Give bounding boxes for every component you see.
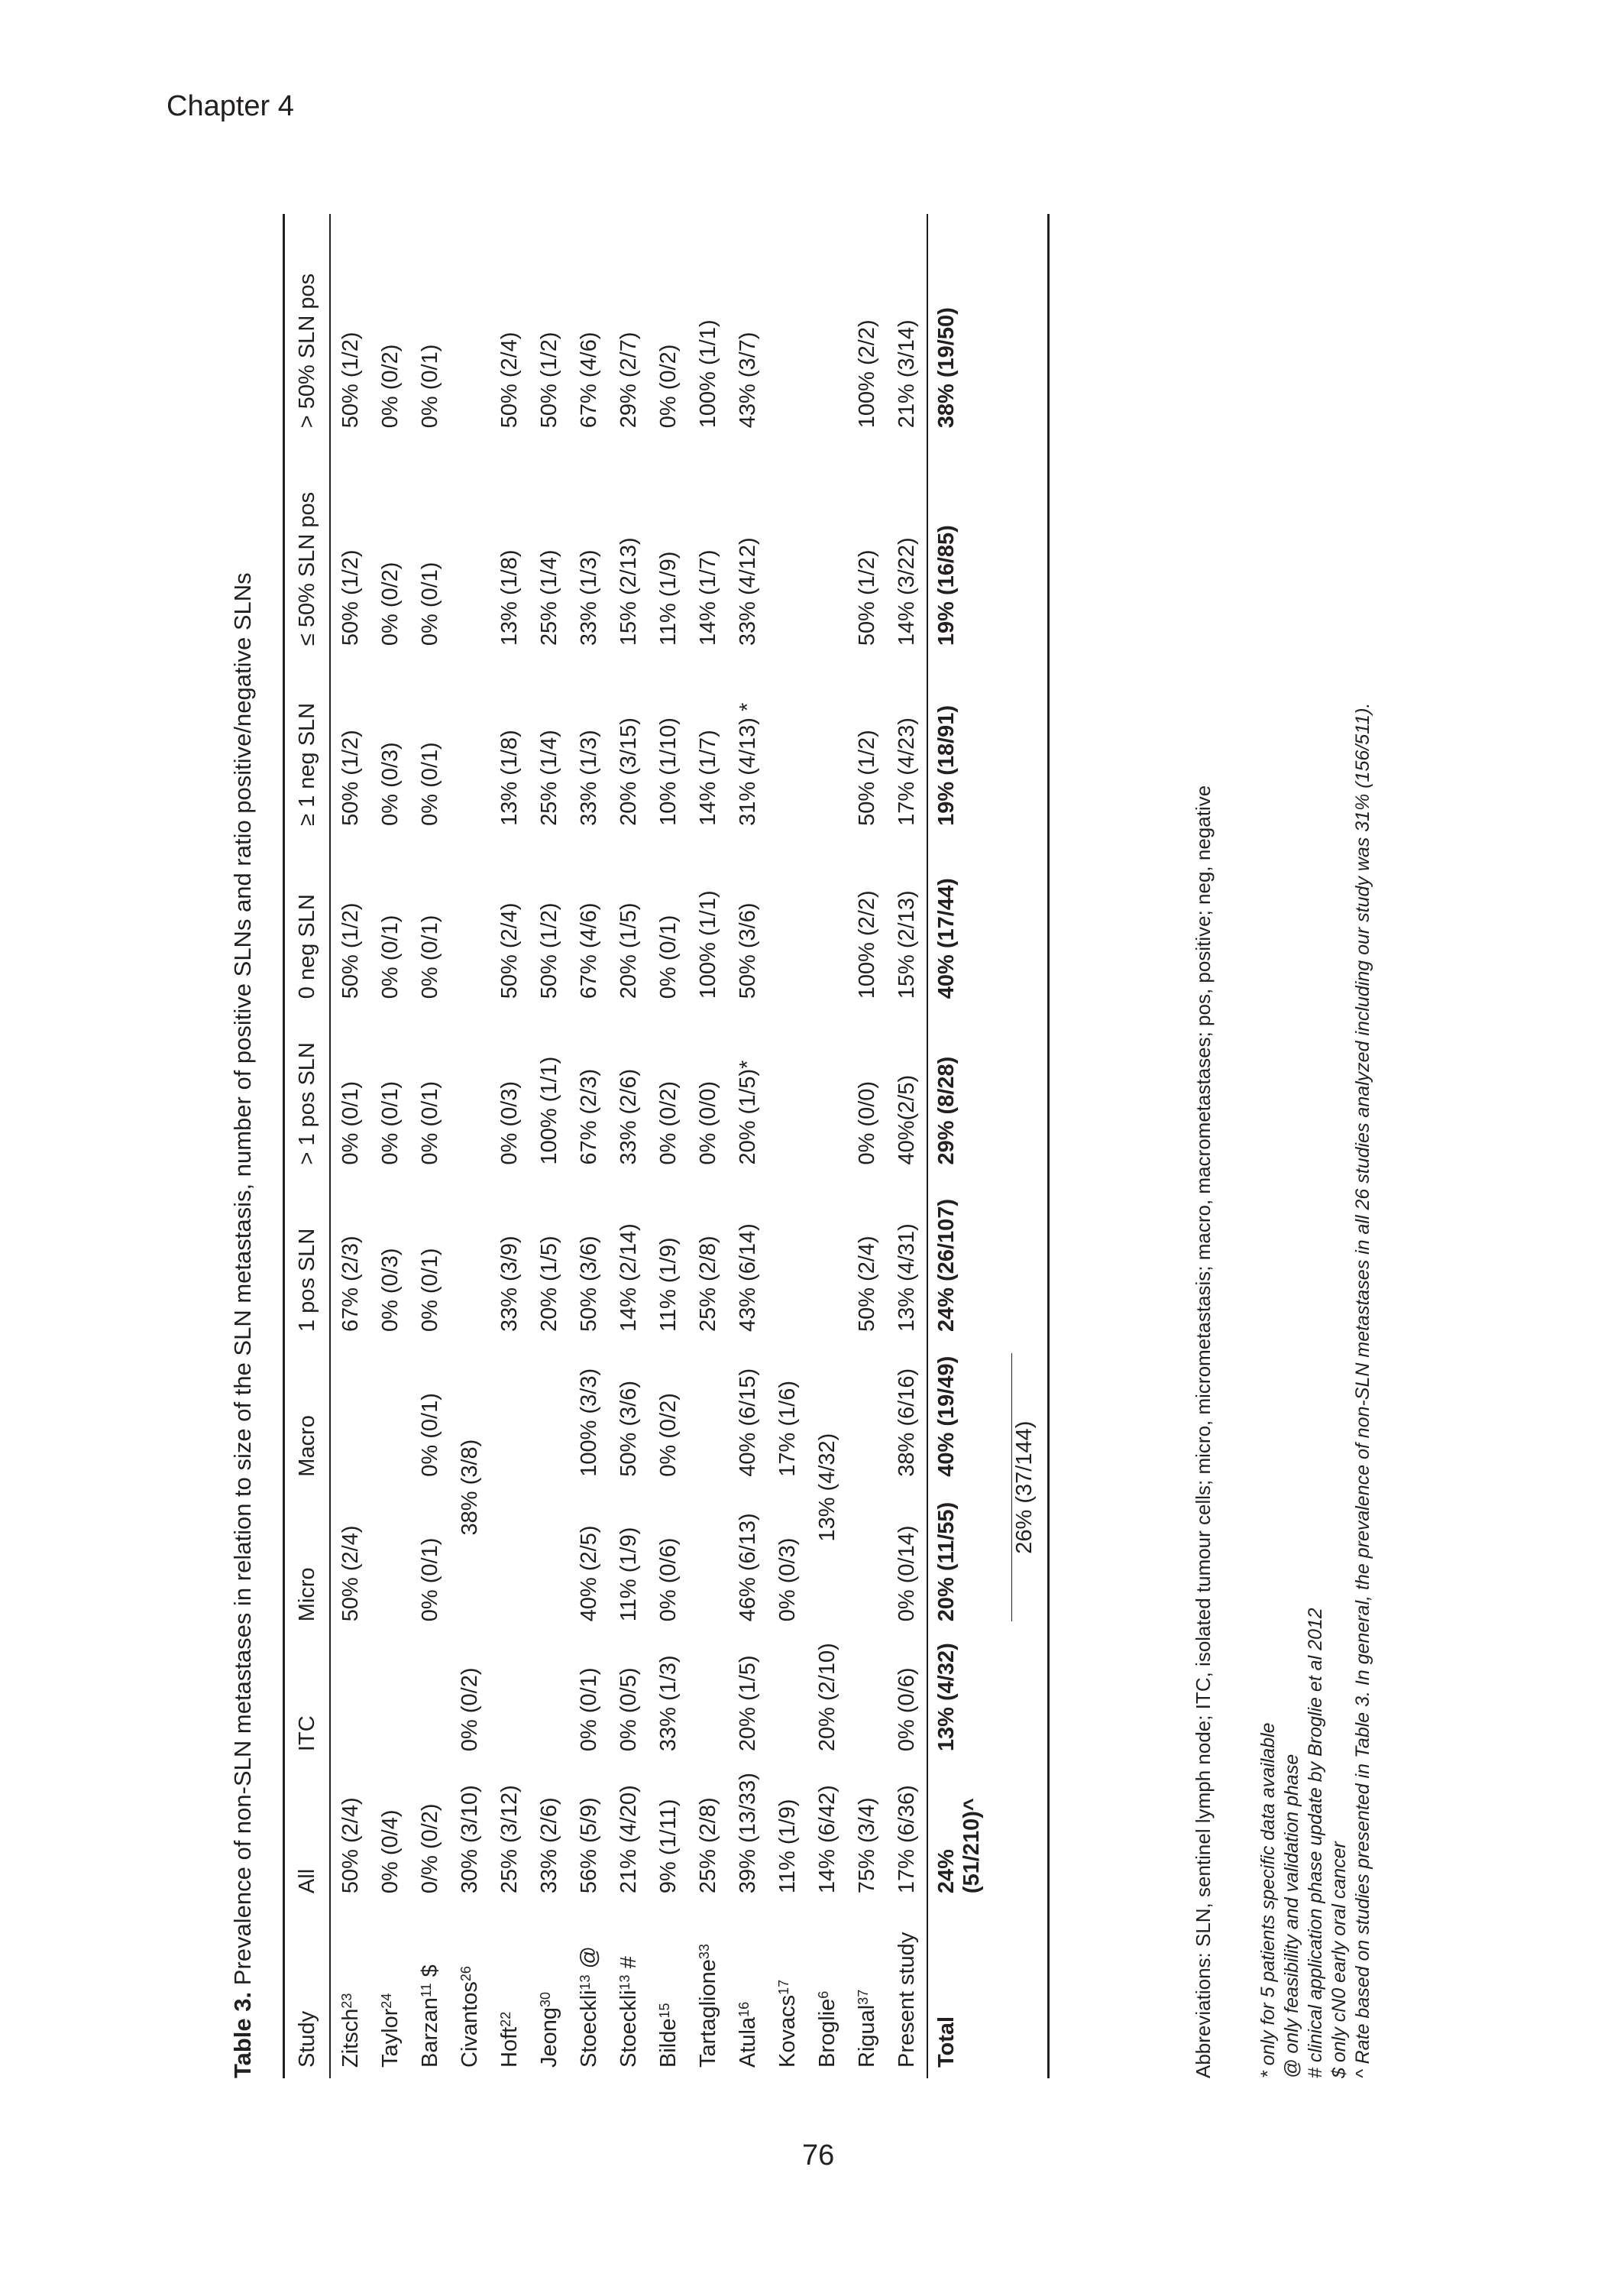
cell-micro: 11% (1/9): [616, 1527, 641, 1622]
study-name: Civantos: [457, 1981, 482, 2068]
study-cell: [529, 1904, 569, 2078]
cell-macro: 100% (3/3): [576, 1368, 601, 1477]
study-cell: [569, 1904, 609, 2078]
cell-ge1-neg: 10% (1/10): [655, 717, 681, 826]
cell-gt1-pos: 100% (1/1): [536, 1056, 561, 1165]
cell-le50: 15% (2/13): [616, 537, 641, 646]
table-row: [529, 214, 569, 2078]
column-header: ≥ 1 neg SLN: [284, 656, 331, 837]
cell-all: 75% (3/4): [854, 1797, 879, 1894]
cell-all: 33% (2/6): [536, 1797, 561, 1894]
cell-itc: 0% (0/5): [616, 1667, 641, 1752]
cell-gt50: 0% (0/2): [377, 344, 403, 429]
cell-le50: 33% (1/3): [576, 549, 601, 646]
cell-gt1-pos: [807, 1009, 847, 1175]
study-cell: [450, 1904, 490, 2078]
cell-le50: 33% (4/12): [735, 537, 760, 646]
cell-all: 21% (4/20): [616, 1785, 641, 1894]
cell-macro: [847, 1342, 887, 1488]
footnote: # clinical application phase update by Broglie et al 2012: [1305, 1608, 1326, 2078]
reference-number: 33: [696, 1944, 712, 1960]
cell-ge1-neg: 17% (4/23): [894, 717, 919, 826]
cell-one-pos: 43% (6/14): [735, 1223, 760, 1333]
cell-one-pos: 24% (26/107): [927, 1176, 1001, 1343]
cell-micro: [847, 1488, 887, 1633]
cell-ge1-neg: 50% (1/2): [338, 730, 363, 826]
study-cell: [330, 1904, 370, 2078]
reference-number: 16: [736, 2001, 752, 2017]
cell-micro: 40% (2/5): [576, 1525, 601, 1622]
blank-cell: [1001, 214, 1049, 439]
cell-macro: [688, 1342, 728, 1488]
column-header: 0 neg SLN: [284, 837, 331, 1009]
cell-ge1-neg: 13% (1/8): [497, 730, 522, 826]
cell-itc: 0% (0/2): [457, 1667, 482, 1752]
reference-number: 17: [775, 1979, 791, 1995]
table-row: [728, 214, 768, 2078]
study-cell: [490, 1904, 529, 2078]
cell-zero-neg: 50% (3/6): [735, 902, 760, 999]
reference-number: 13: [616, 1974, 632, 1990]
cell-all: 56% (5/9): [576, 1797, 601, 1894]
table-caption: [229, 572, 257, 2078]
cell-gt1-pos: 67% (2/3): [576, 1068, 601, 1165]
blank-cell: [1001, 1009, 1049, 1175]
study-name: Hoft: [497, 2026, 522, 2068]
cell-ge1-neg: [768, 656, 807, 837]
cell-zero-neg: 0% (0/1): [655, 915, 681, 999]
cell-all: 0% (0/4): [377, 1809, 403, 1894]
study-cell: [688, 1904, 728, 2078]
table-row: [688, 214, 728, 2078]
study-mark: @: [576, 1945, 601, 1975]
study-name: Stoeckli: [616, 1990, 641, 2068]
cell-gt50: [450, 214, 490, 439]
cell-zero-neg: 15% (2/13): [894, 890, 919, 999]
cell-le50: 50% (1/2): [338, 549, 363, 646]
abbreviations: Abbreviations: SLN, sentinel lymph node; ITC, isolated tumour cells; micro, micrometastasis; macro, macrometastases; pos, positive; neg, negative: [1192, 785, 1215, 2078]
cell-gt50: 100% (2/2): [854, 319, 879, 429]
study-name: Bilde: [655, 2018, 681, 2068]
cell-one-pos: 33% (3/9): [497, 1236, 522, 1333]
table-row: [887, 214, 927, 2078]
table-row: [609, 214, 649, 2078]
column-header: > 1 pos SLN: [284, 1009, 331, 1175]
cell-one-pos: 13% (4/31): [894, 1223, 919, 1333]
cell-micro: 0% (0/6): [655, 1537, 681, 1622]
cell-le50: 14% (1/7): [695, 549, 720, 646]
total-row: [927, 214, 1001, 2078]
cell-le50: 13% (1/8): [497, 549, 522, 646]
footnotes: [1257, 703, 1375, 2078]
total-all-percent: 24%: [934, 1849, 959, 1894]
study-cell: [807, 1904, 847, 2078]
cell-one-pos: 50% (2/4): [854, 1236, 879, 1333]
study-cell: [847, 1904, 887, 2078]
cell-gt50: 0% (0/1): [417, 344, 442, 429]
table-row: [370, 214, 410, 2078]
cell-macro: 17% (1/6): [775, 1380, 800, 1477]
cell-gt1-pos: 20% (1/5)*: [735, 1060, 760, 1165]
study-cell: [768, 1904, 807, 2078]
cell-macro: [490, 1342, 529, 1488]
cell-micro-macro: 13% (4/32): [814, 1433, 839, 1542]
blank-cell: [1001, 1904, 1049, 2078]
cell-itc: [490, 1632, 529, 1762]
cell-macro: 38% (6/16): [894, 1368, 919, 1477]
cell-le50: [768, 439, 807, 656]
cell-zero-neg: 0% (0/1): [417, 915, 442, 999]
blank-cell: [1001, 1176, 1049, 1343]
cell-le50: 0% (0/1): [417, 562, 442, 646]
cell-zero-neg: 20% (1/5): [616, 902, 641, 999]
reference-number: 6: [815, 1990, 831, 1999]
total-all-count: (51/210)^: [959, 1798, 984, 1894]
cell-itc: 20% (2/10): [814, 1643, 839, 1752]
study-name: Zitsch: [338, 2008, 363, 2068]
table-row: [490, 214, 529, 2078]
cell-macro: [529, 1342, 569, 1488]
column-header: 1 pos SLN: [284, 1176, 331, 1343]
cell-itc: [847, 1632, 887, 1762]
cell-zero-neg: 0% (0/1): [377, 915, 403, 999]
pooled-row: [1001, 214, 1049, 2078]
header-row: [284, 214, 331, 2078]
cell-all: 25% (2/8): [695, 1797, 720, 1894]
cell-zero-neg: [768, 837, 807, 1009]
cell-gt50: 50% (1/2): [536, 332, 561, 429]
cell-itc: [688, 1632, 728, 1762]
cell-gt50: 0% (0/2): [655, 344, 681, 429]
cell-micro-macro: 38% (3/8): [457, 1439, 482, 1536]
cell-ge1-neg: 19% (18/91): [927, 656, 1001, 837]
cell-ge1-neg: 50% (1/2): [854, 730, 879, 826]
cell-macro: 0% (0/2): [655, 1393, 681, 1477]
table-row: [330, 214, 370, 2078]
cell-itc: [410, 1632, 450, 1762]
cell-one-pos: 20% (1/5): [536, 1236, 561, 1333]
cell-gt50: 38% (19/50): [927, 214, 1001, 439]
reference-number: 13: [577, 1974, 593, 1990]
cell-macro: [370, 1342, 410, 1488]
cell-gt1-pos: 0% (0/1): [377, 1080, 403, 1165]
cell-micro: [370, 1488, 410, 1633]
cell-micro: 46% (6/13): [735, 1513, 760, 1622]
cell-gt50: 29% (2/7): [616, 332, 641, 429]
cell-all: 11% (1/9): [775, 1799, 800, 1894]
table-row: [569, 214, 609, 2078]
study-name: Rigual: [854, 2004, 879, 2068]
page-number: 76: [802, 2139, 835, 2172]
cell-le50: 14% (3/22): [894, 537, 919, 646]
table-row: [410, 214, 450, 2078]
table-row: [847, 214, 887, 2078]
cell-macro: 50% (3/6): [616, 1380, 641, 1477]
cell-micro: [490, 1488, 529, 1633]
column-header: ITC: [284, 1632, 331, 1762]
cell-itc: 0% (0/6): [894, 1667, 919, 1752]
cell-gt50: [807, 214, 847, 439]
cell-micro: [688, 1488, 728, 1633]
cell-one-pos: 67% (2/3): [338, 1236, 363, 1333]
cell-one-pos: 14% (2/14): [616, 1223, 641, 1333]
cell-ge1-neg: [807, 656, 847, 837]
cell-itc: 33% (1/3): [655, 1655, 681, 1752]
cell-zero-neg: 100% (2/2): [854, 890, 879, 999]
cell-all: 25% (3/12): [497, 1785, 522, 1894]
cell-le50: 50% (1/2): [854, 549, 879, 646]
study-name: Stoeckli: [576, 1990, 601, 2068]
cell-itc: [370, 1632, 410, 1762]
cell-le50: 19% (16/85): [927, 439, 1001, 656]
cell-gt1-pos: [768, 1009, 807, 1175]
cell-zero-neg: [450, 837, 490, 1009]
cell-gt1-pos: 0% (0/2): [655, 1080, 681, 1165]
cell-one-pos: 50% (3/6): [576, 1236, 601, 1333]
cell-ge1-neg: 14% (1/7): [695, 730, 720, 826]
study-cell: [728, 1904, 768, 2078]
cell-one-pos: [450, 1176, 490, 1343]
caption-label: Table 3.: [229, 1991, 256, 2078]
cell-ge1-neg: 0% (0/1): [417, 742, 442, 826]
study-name: Taylor: [377, 2008, 403, 2068]
cell-all: 30% (3/10): [457, 1785, 482, 1894]
cell-gt50: 67% (4/6): [576, 332, 601, 429]
footnote: $ only cN0 early oral cancer: [1328, 1841, 1350, 2078]
caption-text: Prevalence of non-SLN metastases in relation to size of the SLN metastasis, number of positive SLNs and ratio positive/negative SLNs: [229, 572, 256, 1986]
column-header: > 50% SLN pos: [284, 214, 331, 439]
column-header: All: [284, 1762, 331, 1904]
column-header: Micro: [284, 1488, 331, 1633]
cell-zero-neg: 67% (4/6): [576, 902, 601, 999]
rotated-table-block: [229, 214, 1375, 2078]
reference-number: 15: [656, 2003, 672, 2019]
study-name: Jeong: [536, 2006, 561, 2068]
cell-one-pos: 0% (0/1): [417, 1248, 442, 1333]
table-row: [649, 214, 688, 2078]
column-header: ≤ 50% SLN pos: [284, 439, 331, 656]
table-row: [768, 214, 807, 2078]
cell-zero-neg: [807, 837, 847, 1009]
blank-cell: [1001, 1762, 1049, 1904]
cell-gt50: 50% (1/2): [338, 332, 363, 429]
cell-itc: 20% (1/5): [735, 1655, 760, 1752]
study-cell: [609, 1904, 649, 2078]
pooled-micro-macro: [1001, 1342, 1049, 1632]
study-name: Atula: [735, 2016, 760, 2068]
cell-all: 50% (2/4): [338, 1797, 363, 1894]
cell-all: 0/% (0/2): [417, 1803, 442, 1894]
cell-gt1-pos: 0% (0/1): [338, 1080, 363, 1165]
cell-all: [927, 1762, 1001, 1904]
cell-zero-neg: 50% (1/2): [536, 902, 561, 999]
cell-micro: 20% (11/55): [927, 1488, 1001, 1633]
cell-itc: [529, 1632, 569, 1762]
cell-micro: 0% (0/1): [417, 1537, 442, 1622]
reference-number: 26: [458, 1966, 474, 1982]
cell-macro: 40% (6/15): [735, 1368, 760, 1477]
prevalence-table: [283, 214, 1050, 2078]
cell-zero-neg: 50% (2/4): [497, 902, 522, 999]
cell-itc: [768, 1632, 807, 1762]
cell-itc: [330, 1632, 370, 1762]
pooled-value: 26% (37/144): [1012, 1420, 1037, 1554]
cell-zero-neg: 50% (1/2): [338, 902, 363, 999]
study-name: Tartaglione: [695, 1959, 720, 2068]
cell-gt1-pos: 0% (0/3): [497, 1080, 522, 1165]
study-cell: [649, 1904, 688, 2078]
cell-zero-neg: 100% (1/1): [695, 890, 720, 999]
cell-gt1-pos: 0% (0/1): [417, 1080, 442, 1165]
cell-micro: 0% (0/14): [894, 1525, 919, 1622]
footnote: ^ Rate based on studies presented in Table 3. In general, the prevalence of non-SLN metastases in all 26 studies analyzed including our study was 31% (156/511).: [1352, 702, 1373, 2078]
cell-gt50: 50% (2/4): [497, 332, 522, 429]
cell-ge1-neg: [450, 656, 490, 837]
cell-le50: [450, 439, 490, 656]
cell-one-pos: 0% (0/3): [377, 1248, 403, 1333]
study-mark: $: [417, 1964, 442, 1984]
cell-gt1-pos: 29% (8/28): [927, 1009, 1001, 1175]
cell-itc: 13% (4/32): [927, 1632, 1001, 1762]
table-row: [807, 214, 847, 2078]
cell-gt50: 43% (3/7): [735, 332, 760, 429]
cell-micro: 50% (2/4): [338, 1525, 363, 1622]
study-cell: [887, 1904, 927, 2078]
cell-gt1-pos: 40%(2/5): [894, 1074, 919, 1165]
cell-gt50: 21% (3/14): [894, 319, 919, 429]
reference-number: 30: [537, 1991, 553, 2007]
cell-itc: 0% (0/1): [576, 1667, 601, 1752]
study-name: Broglie: [814, 1998, 839, 2068]
column-header: Macro: [284, 1342, 331, 1488]
footnote: @ only feasibility and validation phase: [1281, 1754, 1302, 2078]
reference-number: 23: [338, 1993, 354, 2009]
cell-gt50: [768, 214, 807, 439]
cell-ge1-neg: 20% (3/15): [616, 717, 641, 826]
blank-cell: [1001, 656, 1049, 837]
cell-micro: [529, 1488, 569, 1633]
cell-ge1-neg: 31% (4/13) *: [735, 702, 760, 826]
cell-all: 9% (1/11): [655, 1799, 681, 1894]
column-header: Study: [284, 1904, 331, 2078]
study-name: Present study: [894, 1932, 919, 2068]
reference-number: 22: [497, 2011, 513, 2027]
study-mark: #: [616, 1956, 641, 1975]
cell-all: 14% (6/42): [814, 1785, 839, 1894]
total-label: Total: [927, 1904, 1001, 2078]
cell-macro: 40% (19/49): [927, 1342, 1001, 1488]
reference-number: 24: [378, 1993, 394, 2009]
cell-micro: 0% (0/3): [775, 1537, 800, 1622]
cell-gt50: 100% (1/1): [695, 319, 720, 429]
chapter-heading: Chapter 4: [167, 90, 294, 122]
study-cell: [370, 1904, 410, 2078]
cell-le50: [807, 439, 847, 656]
cell-ge1-neg: 25% (1/4): [536, 730, 561, 826]
cell-macro: [330, 1342, 370, 1488]
cell-one-pos: [768, 1176, 807, 1343]
study-cell: [410, 1904, 450, 2078]
cell-macro: 0% (0/1): [417, 1393, 442, 1477]
cell-le50: 0% (0/2): [377, 562, 403, 646]
footnote: * only for 5 patients specific data available: [1257, 1722, 1279, 2078]
cell-ge1-neg: 0% (0/3): [377, 742, 403, 826]
cell-le50: 11% (1/9): [655, 551, 681, 646]
reference-number: 11: [418, 1983, 434, 1998]
cell-all: 17% (6/36): [894, 1785, 919, 1894]
cell-zero-neg: 40% (17/44): [927, 837, 1001, 1009]
blank-cell: [1001, 1632, 1049, 1762]
table-row: [450, 214, 490, 2078]
cell-gt1-pos: [450, 1009, 490, 1175]
reference-number: 37: [855, 1989, 871, 2005]
cell-all: 39% (13/33): [735, 1773, 760, 1894]
cell-gt1-pos: 33% (2/6): [616, 1068, 641, 1165]
cell-one-pos: [807, 1176, 847, 1343]
blank-cell: [1001, 837, 1049, 1009]
cell-gt1-pos: 0% (0/0): [695, 1080, 720, 1165]
study-name: Barzan: [417, 1997, 442, 2068]
cell-gt1-pos: 0% (0/0): [854, 1080, 879, 1165]
cell-one-pos: 25% (2/8): [695, 1236, 720, 1333]
study-name: Kovacs: [775, 1994, 800, 2068]
cell-ge1-neg: 33% (1/3): [576, 730, 601, 826]
blank-cell: [1001, 439, 1049, 656]
cell-one-pos: 11% (1/9): [655, 1237, 681, 1333]
cell-le50: 25% (1/4): [536, 549, 561, 646]
